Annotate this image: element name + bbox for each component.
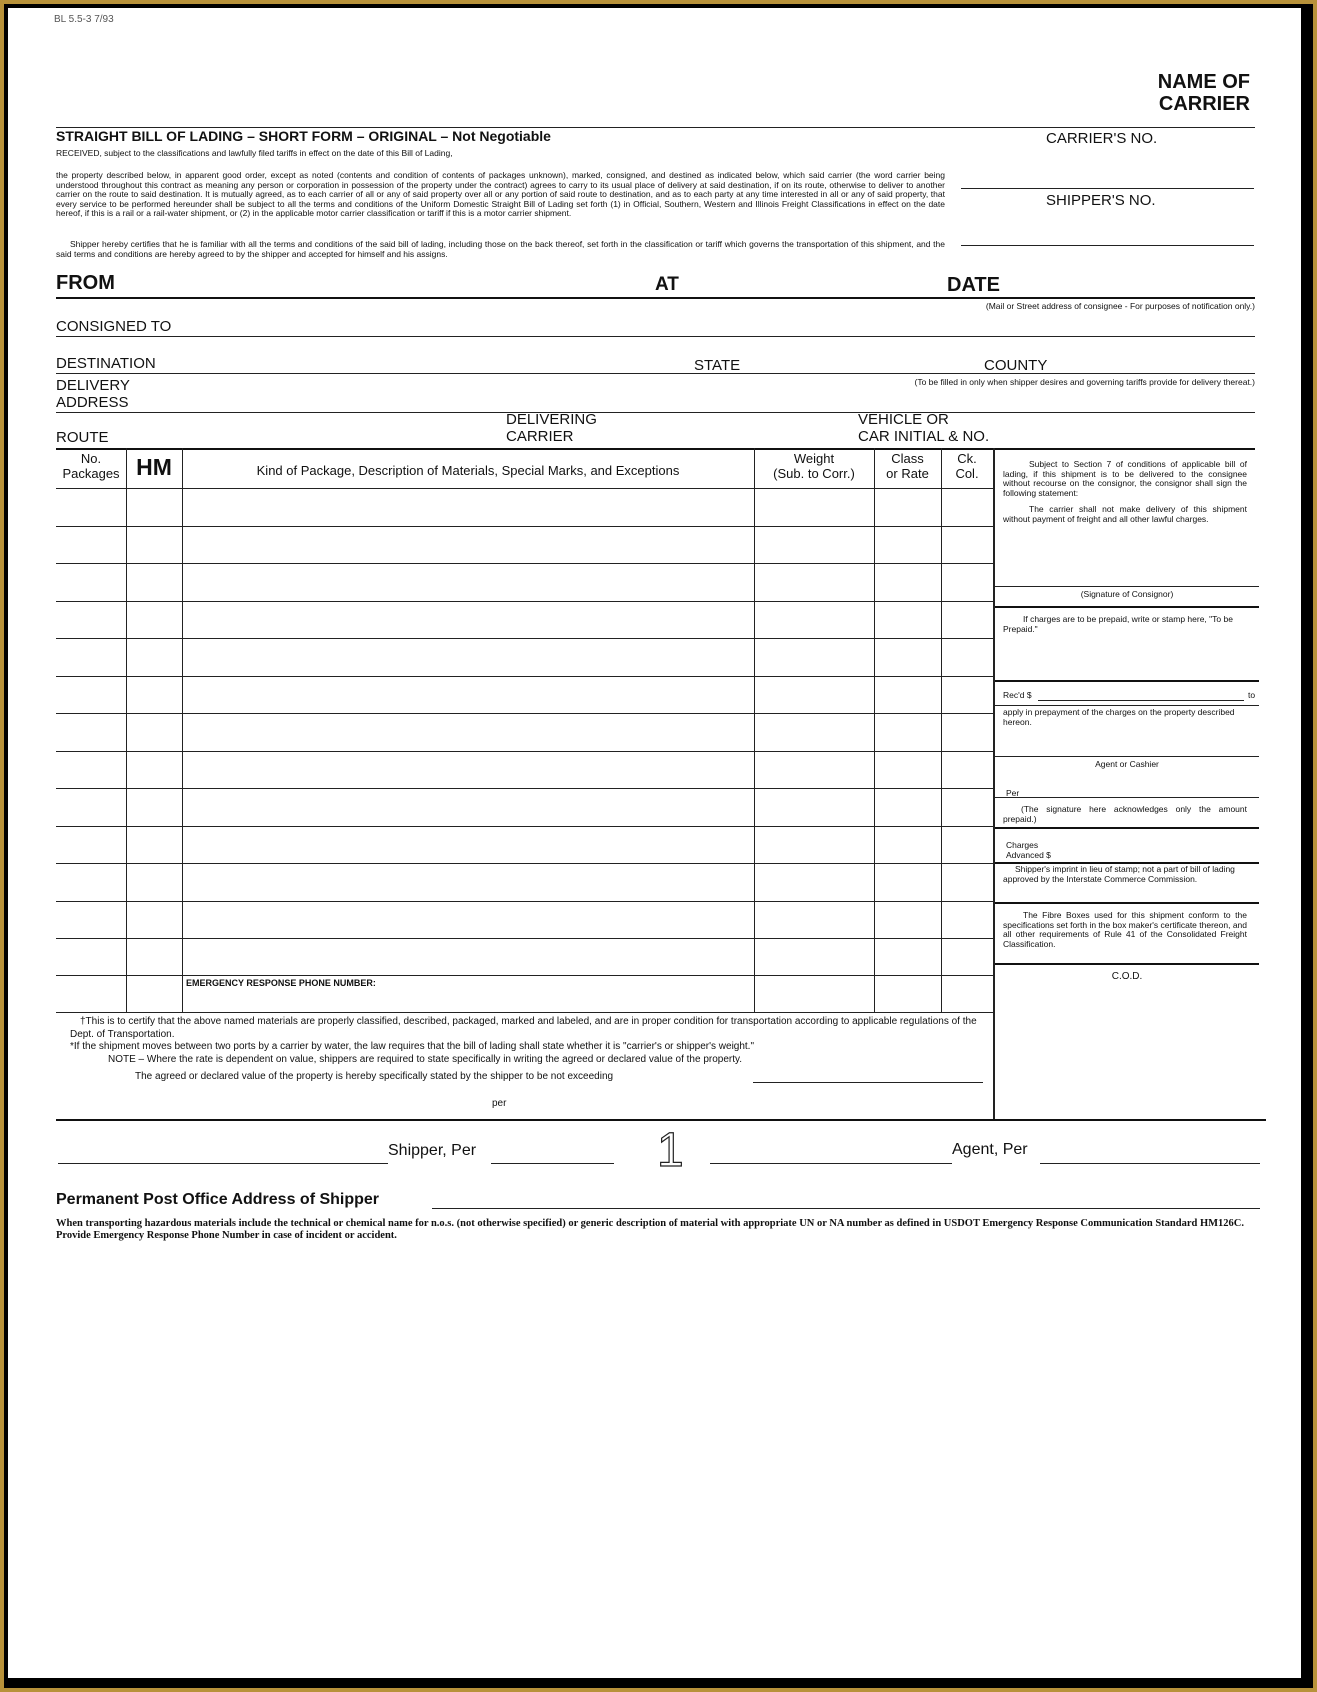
agent-per-label: Agent, Per <box>952 1141 1028 1158</box>
declared-value-label: The agreed or declared value of the property is hereby specifically stated by the shipper to be not exceeding <box>135 1071 614 1082</box>
delivery-address-label <box>56 377 130 411</box>
route-label: ROUTE <box>56 429 109 446</box>
table-row[interactable] <box>56 975 993 976</box>
form-code: BL 5.5-3 7/93 <box>54 14 114 25</box>
table-row[interactable] <box>56 901 993 902</box>
certify-bottom-rule <box>56 1119 1266 1121</box>
table-row[interactable] <box>56 488 993 489</box>
side-rule <box>995 963 1259 965</box>
col-divider <box>874 448 875 1012</box>
col-ck-label: Ck. <box>957 451 977 466</box>
recd-label: Rec'd $ <box>1003 690 1032 700</box>
table-row[interactable] <box>56 713 993 714</box>
table-row[interactable] <box>56 638 993 639</box>
destination-label: DESTINATION <box>56 355 156 372</box>
table-row[interactable] <box>56 938 993 939</box>
shipper-per-label: Shipper, Per <box>388 1142 477 1159</box>
section7-text: Subject to Section 7 of conditions of applicable bill of lading, if this shipment is to be delivered to the consignee without recourse on the consignor, the consignor shall sign the following statement: <box>1003 459 1247 498</box>
consigned-to-label: CONSIGNED TO <box>56 318 172 335</box>
vehicle-or-label: VEHICLE OR <box>858 411 949 428</box>
table-row[interactable] <box>56 526 993 527</box>
side-rule <box>995 705 1259 706</box>
post-office-line[interactable] <box>432 1208 1260 1209</box>
car-initial-label: CAR INITIAL & NO. <box>858 428 990 445</box>
date-label: DATE <box>947 274 1000 296</box>
fibre-boxes-text: The Fibre Boxes used for this shipment conform to the specifications set forth in the box maker's certificate thereon, and all other requirements of Rule 41 of the Consolidated Freight Classification. <box>1003 910 1247 949</box>
certify-text <box>70 1016 980 1066</box>
carrier2-label: CARRIER <box>506 428 574 445</box>
mail-note: (Mail or Street address of consignee - For purposes of notification only.) <box>985 301 1255 311</box>
col-no-label: No. <box>80 451 102 466</box>
table-row[interactable] <box>56 863 993 864</box>
section7b-text: The carrier shall not make delivery of this shipment without payment of freight and all other lawful charges. <box>1003 504 1247 524</box>
delivering-carrier-label <box>506 411 597 445</box>
certify-line-3: NOTE – Where the rate is dependent on value, shippers are required to state specifically in writing the agreed or declared value of the property. <box>108 1053 743 1065</box>
name-of-label: NAME OF <box>1157 71 1250 93</box>
recd-amount-line[interactable] <box>1038 700 1244 701</box>
agent-cashier-line[interactable] <box>995 756 1259 757</box>
carriers-no-label: CARRIER'S NO. <box>1046 130 1158 147</box>
col-kind: Kind of Package, Description of Materials, Special Marks, and Exceptions <box>256 463 680 478</box>
from-line[interactable] <box>56 297 1255 299</box>
advanced-label: Advanced $ <box>1006 850 1051 860</box>
emergency-phone-label: EMERGENCY RESPONSE PHONE NUMBER: <box>186 978 376 988</box>
vehicle-label <box>858 411 989 445</box>
delivering-label: DELIVERING <box>506 411 597 428</box>
address-label: ADDRESS <box>56 394 129 411</box>
side-rule <box>995 680 1259 682</box>
col-no-packages <box>56 451 126 481</box>
agent-signature-line[interactable] <box>710 1163 952 1164</box>
col-col-label: Col. <box>955 466 979 481</box>
consignor-signature-line[interactable] <box>995 586 1259 587</box>
shippers-no-label: SHIPPER'S NO. <box>1046 192 1156 209</box>
table-row[interactable] <box>56 751 993 752</box>
at-label: AT <box>655 274 679 295</box>
shipper-per-line[interactable] <box>491 1163 614 1164</box>
table-row[interactable] <box>56 826 993 827</box>
per-value-label: per <box>492 1098 507 1109</box>
col-class-label: Class <box>891 451 924 466</box>
col-class <box>874 451 941 481</box>
col-weight <box>754 451 874 481</box>
received-line: RECEIVED, subject to the classifications and lawfully filed tariffs in effect on the date of this Bill of Lading, <box>56 148 453 158</box>
cod-label: C.O.D. <box>1111 971 1143 982</box>
certify-line-2: *If the shipment moves between two ports by a carrier by water, the law requires that the bill of lading shall state whether it is "carrier's or shipper's weight." <box>70 1041 755 1052</box>
county-label: COUNTY <box>984 357 1048 374</box>
terms-paragraph-2: Shipper hereby certifies that he is familiar with all the terms and conditions of the said bill of lading, including those on the back thereof, set forth in the classification or tariff which governs the transportation of this shipment, and the said terms and conditions are hereby agreed to by the shipper and accepted for himself and his assigns. <box>56 239 945 259</box>
imprint-text: Shipper's imprint in lieu of stamp; not a part of bill of lading approved by the Interstate Commerce Commission. <box>1003 864 1235 884</box>
form-title: STRAIGHT BILL OF LADING – SHORT FORM – ORIGINAL – Not Negotiable <box>56 128 551 144</box>
bill-of-lading-form <box>8 8 1301 1678</box>
destination-line[interactable] <box>56 373 1255 374</box>
col-packages-label: Packages <box>62 466 120 481</box>
col-rate-label: or Rate <box>886 466 929 481</box>
side-rule <box>995 827 1259 829</box>
table-top-rule <box>56 448 1255 450</box>
consigned-to-line[interactable] <box>56 336 1255 337</box>
agent-per-line[interactable] <box>1040 1163 1260 1164</box>
shippers-no-line[interactable] <box>961 245 1254 246</box>
page-number: 1 <box>657 1124 684 1177</box>
terms-paragraph-1: the property described below, in apparent good order, except as noted (contents and condition of contents of packages unknown), marked, consigned, and destined as indicated below, which said carrier (the word carrier being understood throughout this contract as meaning any person or corporation in possession of the property under the contract) agrees to carry to its usual place of delivery at said destination, if on its route, otherwise to deliver to another carrier on the route to said destination. It is mutually agreed, as to each carrier of all or any of said property over all or any portion of said route to destination, and as to each party at any time interested in all or any of said property, that every service to be performed hereunder shall be subject to all the terms and conditions of the Uniform Domestic Straight Bill of Lading set forth (1) in Official, Southern, Western and Illinois Freight Classifications in effect on the date hereof, if this is a rail or a rail-water shipment, or (2) in the applicable motor carrier classification or tariff if this is a motor carrier shipment. <box>56 170 945 219</box>
side-rule <box>995 606 1259 608</box>
col-sub-corr-label: (Sub. to Corr.) <box>773 466 855 481</box>
col-ck-col <box>941 451 993 481</box>
to-label: to <box>1248 690 1256 700</box>
certify-line-1: †This is to certify that the above named materials are properly classified, described, packaged, marked and labeled, and are in proper condition for transportation according to applicable regulations of the Dept. of Transportation. <box>70 1016 977 1040</box>
col-divider <box>754 448 755 1012</box>
delivery-address-line[interactable] <box>56 412 1255 413</box>
side-panel-divider <box>993 448 995 1119</box>
carrier-label: CARRIER <box>1158 93 1250 115</box>
delivery-note: (To be filled in only when shipper desires and governing tariffs provide for delivery thereat.) <box>914 377 1255 387</box>
signature-ack-text: (The signature here acknowledges only the amount prepaid.) <box>1003 804 1247 824</box>
per-label: Per <box>1006 788 1020 798</box>
table-row[interactable] <box>56 676 993 677</box>
agent-cashier-label: Agent or Cashier <box>1095 759 1159 769</box>
post-office-label: Permanent Post Office Address of Shipper <box>56 1191 380 1208</box>
table-row[interactable] <box>56 563 993 564</box>
name-of-carrier <box>1008 71 1250 115</box>
table-row[interactable] <box>56 788 993 789</box>
apply-text: apply in prepayment of the charges on the property described hereon. <box>1003 707 1235 727</box>
from-label: FROM <box>56 272 115 294</box>
col-divider <box>126 448 127 1012</box>
charges-label: Charges <box>1006 840 1039 850</box>
signature-consignor-label: (Signature of Consignor) <box>1080 589 1174 599</box>
col-divider <box>941 448 942 1012</box>
per-line[interactable] <box>995 797 1259 798</box>
side-rule <box>995 902 1259 904</box>
hazmat-note: When transporting hazardous materials include the technical or chemical name for n.o.s. (not otherwise specified) or generic description of material with appropriate UN or NA number as defined in USDOT Emergency Response Communication Standard HM126C. Provide Emergency Response Phone Number in case of incident or accident. <box>56 1218 1245 1241</box>
col-divider <box>182 448 183 1012</box>
declared-value-line[interactable] <box>753 1082 983 1083</box>
table-bottom-rule <box>56 1012 993 1013</box>
table-row[interactable] <box>56 601 993 602</box>
prepaid-text: If charges are to be prepaid, write or stamp here, "To be Prepaid." <box>1003 614 1233 634</box>
state-label: STATE <box>694 357 741 374</box>
shipper-signature-line[interactable] <box>58 1163 388 1164</box>
col-weight-label: Weight <box>793 451 835 466</box>
col-hm: HM <box>136 454 172 480</box>
delivery-label: DELIVERY <box>56 377 130 394</box>
carriers-no-line[interactable] <box>961 188 1254 189</box>
